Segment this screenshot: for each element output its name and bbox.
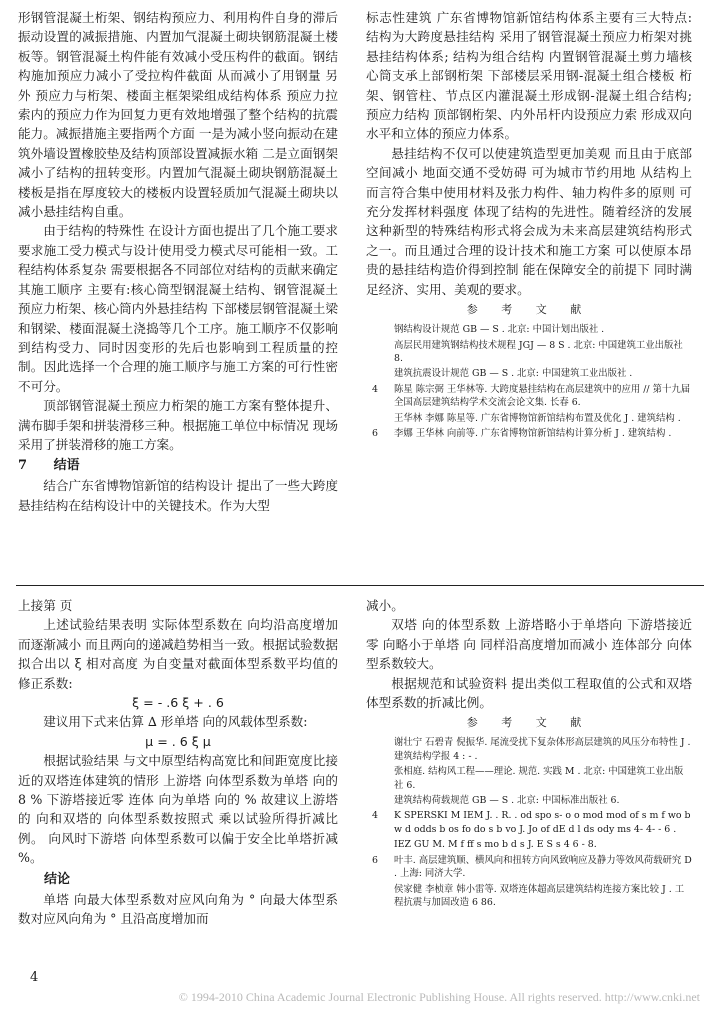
body-paragraph: 形钢管混凝土桁架、钢结构预应力、利用构件自身的滞后振动设置的减振措施、内置加气混凝土砌块钢筋混凝土楼板等。钢管混凝土构件能有效减小受压构件的截面。钢结构施加预应力减小了受拉构件截面 从而减小了用钢量 另外 预应力与桁架、楼面主框架梁组成结构体系 预应力拉索内的预应力作为回复力更有效地增强了整个结构的抗震能力。减振措施主要指两个方面 一是为减小竖向振动在建筑外墙设置橡胶垫及结构顶部设置减振水箱 二是立面钢架减小了结构的扭转变形。内置加气混凝土砌块钢筋混凝土楼板是指在厚度较大的楼板内设置轻质加气混凝土砌块以减小悬挂结构自重。 xyxy=(18,10,338,220)
reference-item: 6 李娜 王华林 向前等. 广东省博物馆新馆结构计算分析 J . 建筑结构 . xyxy=(372,427,672,439)
body-paragraph: 由于结构的特殊性 在设计方面也提出了几个施工要求 要求施工受力模式与设计使用受力模式尽可能相一致。工程结构体系复杂 需要根据各不同部位对结构的贡献来确定其施工顺序 主要有:核心筒型钢混凝土结构、钢管混凝土预应力桁架、核心筒内外悬挂结构 下部楼层钢管混凝土梁和钢梁、楼面混凝土浇捣等几个工序。施工顺序不仅影响到结构受力、同时因变形的先后也影响到工程质量的控制。因此选择一个合理的施工顺序与施工方案的可行性密不可分。 xyxy=(18,223,338,394)
reference-item: 谢壮宁 石碧青 倪振华. 尾流受扰下复杂体形高层建筑的风压分布特性 J . 建筑结构学报 4 : - . xyxy=(394,737,691,762)
formula: μ = . 6 ξ μ xyxy=(145,733,211,749)
continued-from: 上接第 页 xyxy=(18,598,73,613)
body-paragraph: 标志性建筑 广东省博物馆新馆结构体系主要有三大特点: 结构为大跨度悬挂结构 采用了钢管混凝土预应力桁架对挑悬挂结构体系; 结构为组合结构 内置钢管混凝土剪力墙核心筒支承上部钢桁架 下部楼层采用钢-混凝土组合楼板 桁架、钢管柱、节点区内灌混凝土形成钢-混凝土组合结构; 预应力结构 顶部钢桁架、内外吊杆内设预应力索 形成双向水平和立体的预应力体系。 xyxy=(366,10,692,142)
reference-item: 建筑抗震设计规范 GB — S . 北京: 中国建筑工业出版社 . xyxy=(394,368,633,380)
body-paragraph: 悬挂结构不仅可以使建筑造型更加美观 而且由于底部空间减小 地面交通不受妨碍 可为城市节约用地 从结构上而言符合集中使用材料及张力构件、轴力构件多的原则 可充分发挥材料强度 体现了结构的先进性。随着经济的发展 这种新型的特殊结构形式将会成为未来高层建筑结构形式之一。而且通过合理的设计技术和施工方案 可以使原本昂贵的悬挂结构造价得到控制 能在保障安全的前提下 同时满足经济、实用、美观的要求。 xyxy=(366,145,692,297)
bottom-left-column xyxy=(18,596,338,929)
reference-list xyxy=(366,736,692,909)
references-heading: 参 考 文 献 xyxy=(466,716,592,730)
reference-item: 4 K SPERSKI M IEM J. . R. . od spo s- o o mod mod of s m f wo b w d odds b os fo do s b vo J. Jo of dE d l ds ody ms 4- 4- - 6 . xyxy=(372,810,691,835)
body-paragraph: 上述试验结果表明 实际体型系数在 向均沿高度增加而逐渐减小 而且两向的递减趋势相当一致。根据试验数据拟合出以 ξ 相对高度 为自变量对截面体型系数平均值的修正系数: xyxy=(18,617,338,691)
copyright-footer: © 1994-2010 China Academic Journal Electronic Publishing House. All rights reserved. http://www.cnki.net xyxy=(178,990,700,1004)
reference-item: 王华林 李娜 陈星等. 广东省博物馆新馆结构布置及优化 J . 建筑结构 . xyxy=(394,412,681,424)
reference-item: 6 叶丰. 高层建筑顺、横风向和扭转方向风致响应及静力等效风荷载研究 D . 上海: 同济大学. xyxy=(372,854,692,880)
reference-item: 4 陈星 陈宗弼 王华林等. 大跨度悬挂结构在高层建筑中的应用 // 第十九届全国高层建筑结构学术交流会论文集. 长春 6. xyxy=(372,383,691,409)
reference-item: 侯家健 李桢章 韩小雷等. 双塔连体超高层建筑结构连接方案比较 J . 工程抗震与加固改造 6 86. xyxy=(394,883,685,908)
body-paragraph: 根据试验结果 与文中原型结构高宽比和间距宽度比接近的双塔连体建筑的情形 上游塔 向体型系数为单塔 向的 8 % 下游塔接近零 连体 向为单塔 向的 % 故建议上游塔的 向和双塔的 向体型系数按照式 乘以试验所得折减比例。 向风时下游塔 向体型系数可以偏于安全比单塔折减 %。 xyxy=(18,753,338,866)
formula: ξ = - .6 ξ + . 6 xyxy=(132,695,224,711)
reference-item: 建筑结构荷载规范 GB — S . 北京: 中国标准出版社 6. xyxy=(394,795,620,807)
reference-list xyxy=(366,323,692,440)
reference-item: IEZ GU M. M f ff s mo b d s J. E S s 4 6 - 8. xyxy=(394,839,597,851)
body-paragraph: 单塔 向最大体型系数对应风向角为 ° 向最大体型系数对应风向角为 ° 且沿高度增加而 xyxy=(18,891,338,927)
section-title: 结语 xyxy=(53,458,80,474)
references-heading: 参 考 文 献 xyxy=(466,303,592,317)
body-paragraph: 双塔 向的体型系数 上游塔略小于单塔向 下游塔接近零 向略小于单塔 向 同样沿高度增加而减小 连体部分 向体型系数较大。 xyxy=(366,617,692,672)
body-paragraph: 减小。 xyxy=(366,598,404,613)
body-paragraph: 建议用下式来估算 ∆ 形单塔 向的风载体型系数: xyxy=(43,714,308,730)
section-number: 7 xyxy=(18,458,28,474)
body-paragraph: 结合广东省博物馆新馆的结构设计 提出了一些大跨度悬挂结构在结构设计中的关键技术。作为大型 xyxy=(18,478,338,513)
section-heading xyxy=(18,870,338,890)
body-paragraph: 顶部钢管混凝土预应力桁架的施工方案有整体提升、满布脚手架和拼装滑移三种。根据施工单位中标情况 现场采用了拼装滑移的施工方案。 xyxy=(18,398,338,452)
section-divider xyxy=(16,585,704,586)
top-right-column xyxy=(366,8,692,442)
body-paragraph: 根据规范和试验资料 提出类似工程取值的公式和双塔体型系数的折减比例。 xyxy=(366,675,692,711)
section-title: 结论 xyxy=(44,871,71,887)
top-left-column xyxy=(18,8,338,515)
bottom-right-column xyxy=(366,596,692,911)
reference-item: 高层民用建筑钢结构技术规程 JGJ — 8 S . 北京: 中国建筑工业出版社 8. xyxy=(394,339,683,364)
reference-item: 张相庭. 结构风工程——理论. 规范. 实践 M . 北京: 中国建筑工业出版社 6. xyxy=(394,766,684,791)
section-heading xyxy=(18,456,338,476)
page-number: 4 xyxy=(30,970,39,985)
reference-item: 钢结构设计规范 GB — S . 北京: 中国计划出版社 . xyxy=(394,324,605,336)
